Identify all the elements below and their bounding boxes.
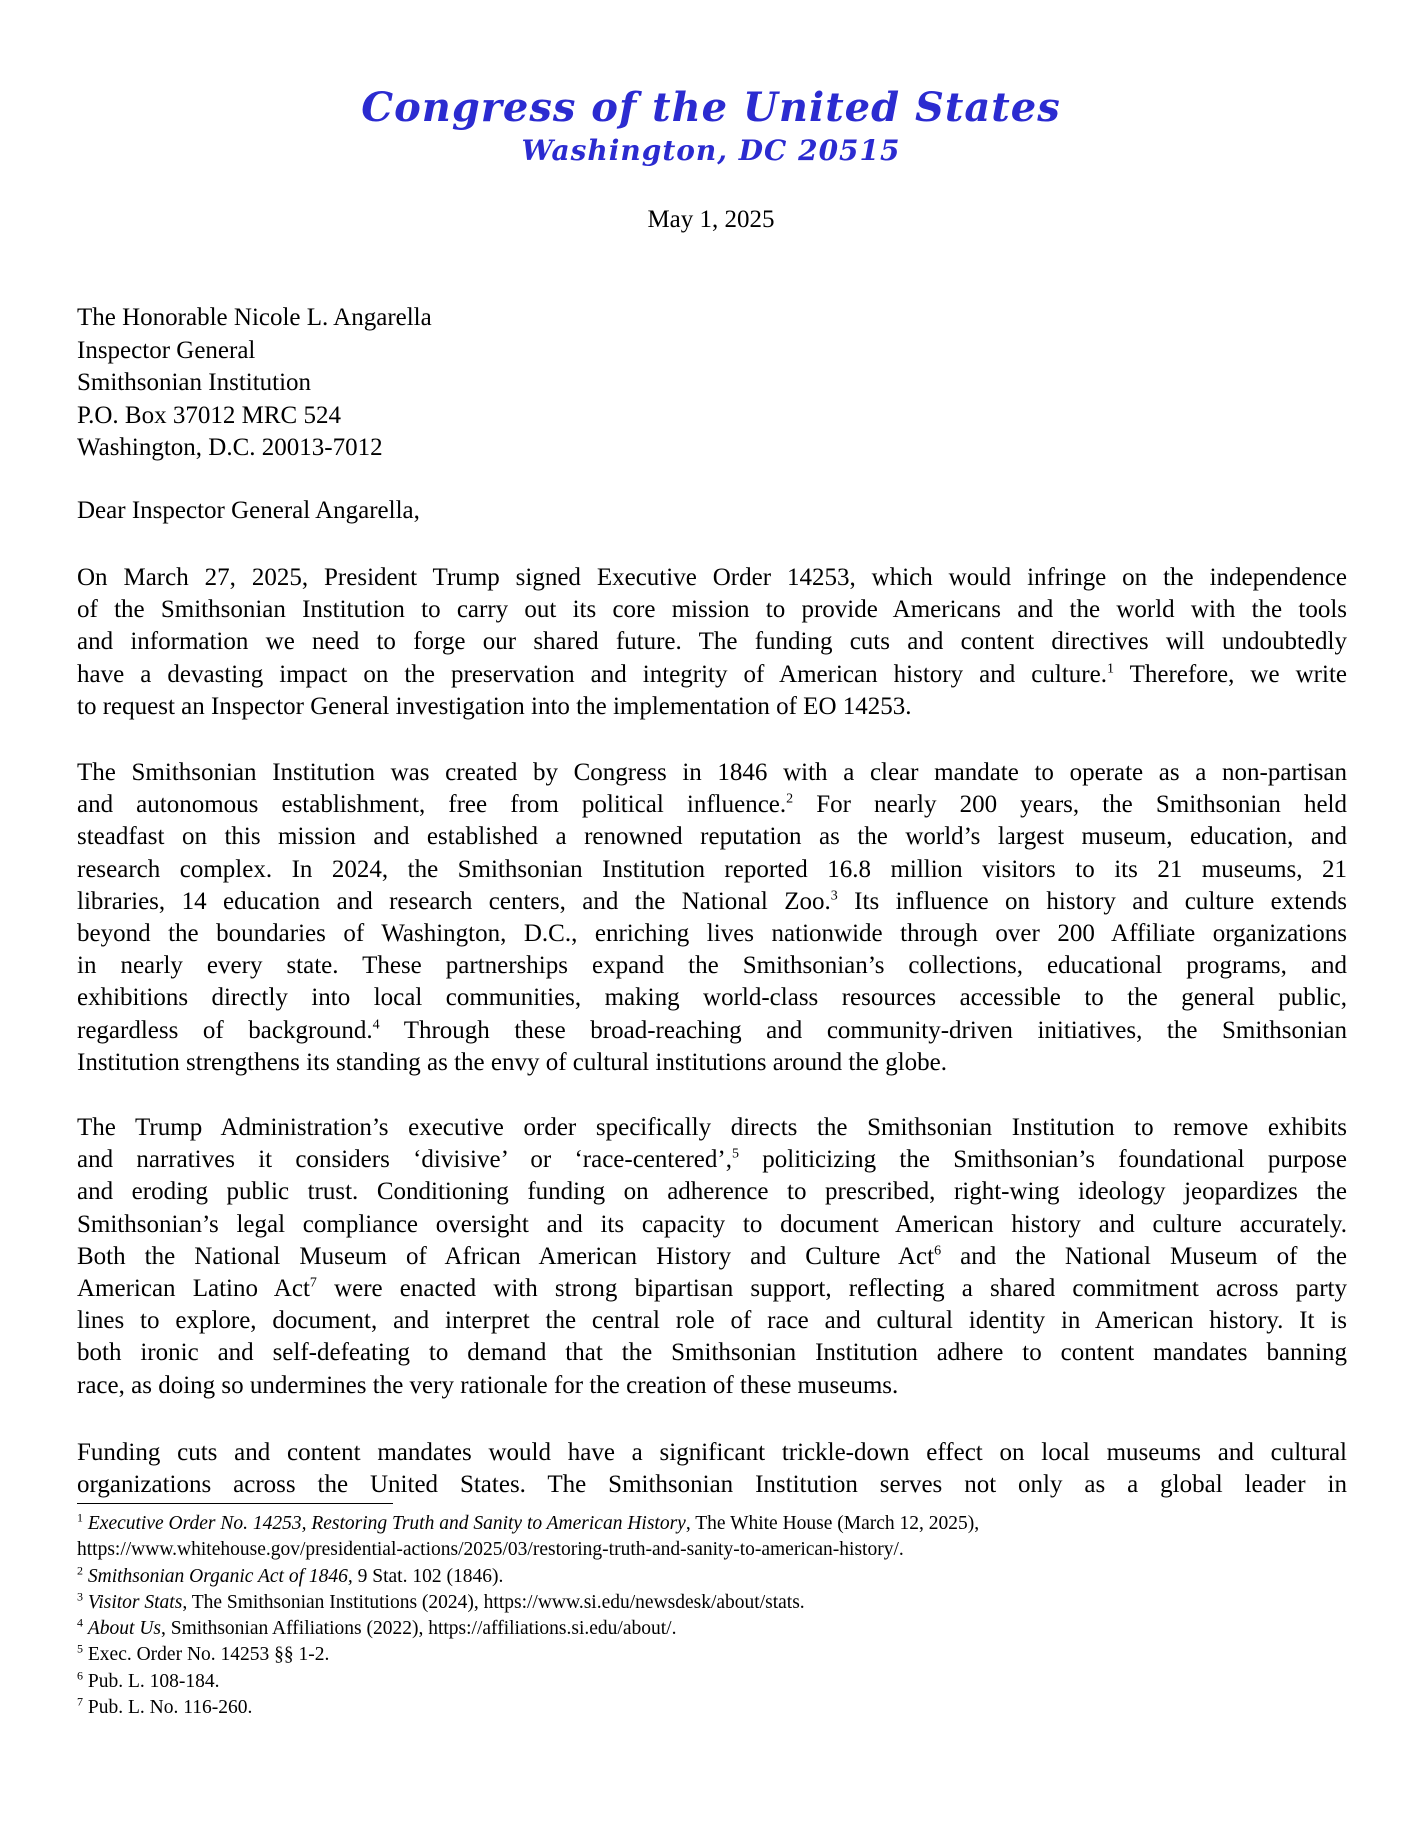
footnote-text: , The White House (March 12, 2025), bbox=[685, 1513, 980, 1534]
text-line: lines to explore, document, and interpret the central role of race and cultural identity in American history. It is bbox=[77, 1307, 1347, 1335]
footnote-text: Pub. L. 108-184. bbox=[83, 1670, 220, 1692]
footnote-ref: 3 bbox=[830, 888, 838, 904]
paragraph-1 bbox=[77, 562, 1347, 723]
text-line: beyond the boundaries of Washington, D.C., enriching lives nationwide through over 200 Affiliate organizations bbox=[77, 920, 1347, 948]
paragraph-2 bbox=[77, 757, 1347, 1079]
text-line: to request an Inspector General investigation into the implementation of EO 14253. bbox=[77, 692, 912, 720]
text-segment: Therefore, we write bbox=[1113, 660, 1347, 688]
text-line: On March 27, 2025, President Trump signed Executive Order 14253, which would infringe on the independence bbox=[77, 564, 1347, 591]
text-segment: American Latino Act bbox=[77, 1275, 310, 1303]
paragraph-3 bbox=[77, 1112, 1347, 1402]
paragraph-4 bbox=[77, 1437, 1347, 1501]
text-segment: Both the National Museum of African American History and Culture Act bbox=[77, 1242, 935, 1270]
footnote-ref: 6 bbox=[934, 1243, 942, 1259]
footnote-ref: 4 bbox=[372, 1017, 380, 1033]
text-line bbox=[77, 1015, 1347, 1047]
text-line: in nearly every state. These partnerships expand the Smithsonian’s collections, educational programs, and bbox=[77, 952, 1347, 980]
text-line: and eroding public trust. Conditioning funding on adherence to prescribed, right-wing ideology jeopardizes the bbox=[77, 1178, 1347, 1206]
letter-date: May 1, 2025 bbox=[647, 206, 775, 233]
text-line: The Trump Administration’s executive order specifically directs the Smithsonian Institution to remove exhibits bbox=[77, 1114, 1347, 1141]
footnote-4 bbox=[77, 1616, 1347, 1642]
text-line bbox=[77, 1273, 1347, 1305]
footnote-title: Smithsonian Organic Act of 1846, bbox=[87, 1565, 353, 1587]
footnote-text: , Smithsonian Affiliations (2022), https://affiliations.si.edu/about/. bbox=[161, 1618, 677, 1640]
footnote-number: 1 bbox=[77, 1510, 83, 1525]
footnote-text: 9 Stat. 102 (1846). bbox=[352, 1565, 504, 1587]
footnote-7 bbox=[77, 1695, 1347, 1721]
footnote-title: Executive Order No. 14253, Restoring Truth and Sanity to American History bbox=[87, 1513, 686, 1534]
footnote-text: Pub. L. No. 116-260. bbox=[83, 1697, 253, 1719]
address-line: The Honorable Nicole L. Angarella bbox=[77, 304, 432, 331]
footnote-text: Exec. Order No. 14253 §§ 1-2. bbox=[83, 1644, 330, 1666]
text-segment: Its influence on history and culture extends bbox=[837, 887, 1347, 915]
footnote-ref: 1 bbox=[1106, 661, 1114, 677]
text-segment: and narratives it considers ‘divisive’ or ‘race-centered’, bbox=[77, 1146, 732, 1174]
text-line: both ironic and self-defeating to demand that the Smithsonian Institution adhere to content mandates banning bbox=[77, 1339, 1347, 1367]
letterhead-city: Washington, DC 20515 bbox=[521, 134, 901, 167]
text-line bbox=[77, 1241, 1347, 1273]
text-line: steadfast on this mission and established a renowned reputation as the world’s largest museum, education, and bbox=[77, 823, 1347, 851]
address-line: P.O. Box 37012 MRC 524 bbox=[77, 401, 341, 429]
text-line bbox=[77, 886, 1347, 918]
footnote-text: , The Smithsonian Institutions (2024), https://www.si.edu/newsdesk/about/stats. bbox=[182, 1591, 805, 1613]
text-line bbox=[77, 659, 1347, 691]
footnote-number: 2 bbox=[77, 1563, 83, 1578]
footnote-divider bbox=[77, 1503, 393, 1504]
text-line: Funding cuts and content mandates would have a significant trickle-down effect on local museums and cultural bbox=[77, 1439, 1347, 1466]
text-line: Institution strengthens its standing as the envy of cultural institutions around the globe. bbox=[77, 1048, 948, 1076]
footnote-number: 7 bbox=[77, 1694, 83, 1709]
text-line: of the Smithsonian Institution to carry out its core mission to provide Americans and the world with the tools bbox=[77, 596, 1347, 624]
footnote-ref: 7 bbox=[309, 1275, 317, 1291]
footnote-ref: 2 bbox=[786, 791, 794, 807]
address-line: Inspector General bbox=[77, 336, 256, 364]
footnote-ref: 5 bbox=[731, 1146, 739, 1162]
footnotes bbox=[77, 1511, 1347, 1721]
footnote-number: 3 bbox=[77, 1589, 83, 1604]
recipient-address bbox=[77, 302, 432, 465]
text-segment: regardless of background. bbox=[77, 1016, 373, 1044]
text-segment: libraries, 14 education and research centers, and the National Zoo. bbox=[77, 887, 831, 915]
letterhead-title: Congress of the United States bbox=[361, 84, 1061, 131]
text-line bbox=[77, 1144, 1347, 1176]
text-line: The Smithsonian Institution was created by Congress in 1846 with a clear mandate to operate as a non-partisan bbox=[77, 759, 1347, 786]
text-line: exhibitions directly into local communities, making world-class resources accessible to the general public, bbox=[77, 984, 1347, 1012]
footnote-number: 4 bbox=[77, 1615, 83, 1630]
address-line: Smithsonian Institution bbox=[77, 369, 312, 396]
text-segment: and the National Museum of the bbox=[941, 1242, 1347, 1270]
text-segment: politicizing the Smithsonian’s foundational purpose bbox=[738, 1146, 1347, 1174]
text-segment: have a devasting impact on the preservation and integrity of American history and culture. bbox=[77, 660, 1107, 688]
footnote-1 bbox=[77, 1511, 1347, 1537]
salutation: Dear Inspector General Angarella, bbox=[77, 497, 420, 524]
footnote-1-continued: https://www.whitehouse.gov/presidential-actions/2025/03/restoring-truth-and-sanity-to-american-history/. bbox=[77, 1539, 904, 1561]
text-segment: Through these broad-reaching and community-driven initiatives, the Smithsonian bbox=[379, 1016, 1348, 1044]
text-line bbox=[77, 789, 1347, 821]
text-line: organizations across the United States. The Smithsonian Institution serves not only as a global leader in bbox=[77, 1471, 1347, 1499]
footnote-3 bbox=[77, 1590, 1347, 1616]
text-line: Smithsonian’s legal compliance oversight and its capacity to document American history and culture accurately. bbox=[77, 1210, 1347, 1238]
text-segment: and autonomous establishment, free from political influence. bbox=[77, 791, 787, 819]
footnote-6 bbox=[77, 1669, 1347, 1695]
text-line: research complex. In 2024, the Smithsonian Institution reported 16.8 million visitors to its 21 museums, 21 bbox=[77, 855, 1347, 883]
footnote-number: 6 bbox=[77, 1668, 83, 1683]
text-line: and information we need to forge our shared future. The funding cuts and content directives will undoubtedly bbox=[77, 628, 1347, 656]
text-segment: were enacted with strong bipartisan support, reflecting a shared commitment across party bbox=[316, 1275, 1347, 1303]
footnote-5 bbox=[77, 1642, 1347, 1668]
footnote-number: 5 bbox=[77, 1641, 83, 1656]
footnote-2 bbox=[77, 1564, 1347, 1590]
footnote-title: About Us bbox=[87, 1618, 161, 1640]
address-line: Washington, D.C. 20013-7012 bbox=[77, 434, 383, 461]
text-segment: For nearly 200 years, the Smithsonian held bbox=[793, 791, 1347, 819]
text-line: race, as doing so undermines the very rationale for the creation of these museums. bbox=[77, 1371, 899, 1399]
footnote-title: Visitor Stats bbox=[87, 1591, 183, 1613]
